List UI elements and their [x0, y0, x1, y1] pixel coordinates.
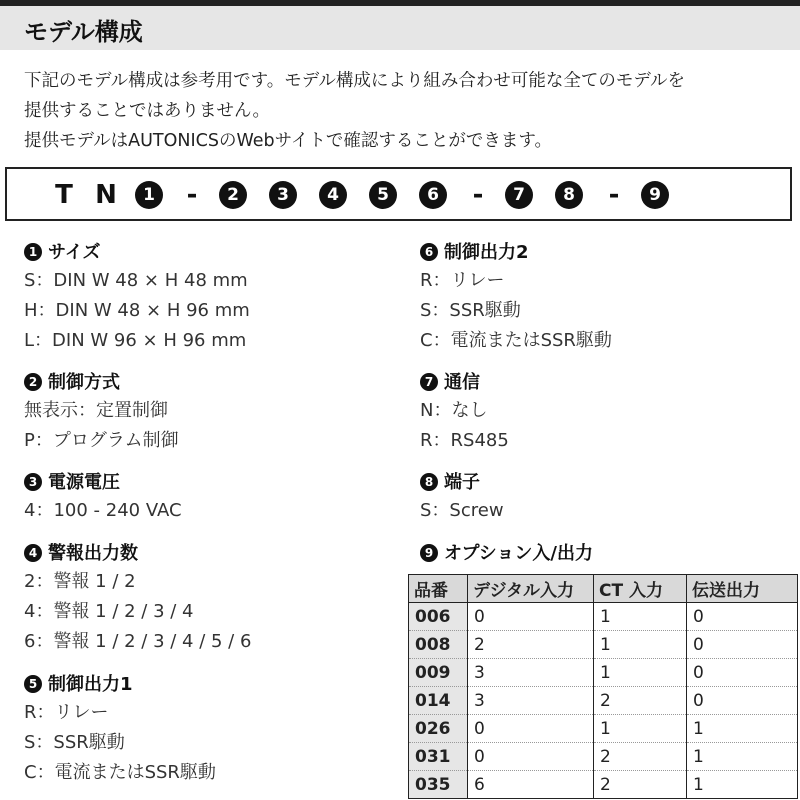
section-title-text: 警報出力数	[48, 543, 138, 564]
part-number-cell: 014	[409, 687, 468, 715]
section-title-text: サイズ	[48, 242, 101, 263]
table-row	[409, 603, 798, 631]
table-cell: 0	[687, 659, 798, 687]
section-title	[24, 541, 251, 567]
option-item: C：電流またはSSR駆動	[420, 330, 612, 351]
section-title-text: 電源電圧	[48, 472, 120, 493]
section-control-output-1	[24, 672, 216, 788]
table-cell: 2	[468, 631, 594, 659]
intro-line-2: 提供することではありません。	[24, 101, 271, 121]
option-item: 無表示：定置制御	[24, 400, 168, 421]
section-title-text: 通信	[444, 372, 480, 393]
table-cell: 0	[687, 631, 798, 659]
table-cell: 0	[687, 687, 798, 715]
section-title	[420, 240, 612, 266]
section-control-method	[24, 370, 179, 456]
page-title: モデル構成	[24, 18, 143, 46]
section-title-text: 制御出力2	[444, 242, 529, 263]
section-title	[420, 470, 504, 496]
code-hyphen: -	[186, 180, 198, 210]
table-cell: 0	[468, 743, 594, 771]
code-slot-7: 7	[505, 181, 533, 209]
number-badge-icon: 1	[24, 243, 42, 261]
intro-text	[24, 66, 794, 156]
section-title	[24, 672, 216, 698]
table-row	[409, 687, 798, 715]
option-item: 6：警報 1 / 2 / 3 / 4 / 5 / 6	[24, 631, 252, 652]
table-cell: 1	[687, 771, 798, 799]
section-size	[24, 240, 250, 356]
number-badge-icon: 5	[24, 675, 42, 693]
table-cell: 0	[468, 715, 594, 743]
option-item: 4：警報 1 / 2 / 3 / 4	[24, 601, 194, 622]
section-control-output-2	[420, 240, 612, 356]
code-slot-1: 1	[135, 181, 163, 209]
number-badge-icon: 3	[24, 473, 42, 491]
column-header: 品番	[409, 575, 468, 603]
part-number-cell: 008	[409, 631, 468, 659]
number-badge-icon: 6	[420, 243, 438, 261]
option-item: S：SSR駆動	[420, 300, 521, 321]
table-row	[409, 659, 798, 687]
model-prefix-t: T	[55, 180, 73, 210]
table-cell: 1	[594, 631, 687, 659]
option-item: R：リレー	[24, 702, 109, 723]
table-cell: 2	[594, 687, 687, 715]
option-item: 4：100 - 240 VAC	[24, 500, 182, 521]
section-alarm-outputs	[24, 541, 251, 657]
part-number-cell: 026	[409, 715, 468, 743]
section-title	[24, 370, 179, 396]
table-cell: 1	[687, 743, 798, 771]
number-badge-icon: 9	[420, 544, 438, 562]
intro-line-1: 下記のモデル構成は参考用です。モデル構成により組み合わせ可能な全てのモデルを	[24, 71, 685, 91]
section-header	[0, 6, 800, 50]
option-item: N：なし	[420, 400, 488, 421]
part-number-cell: 006	[409, 603, 468, 631]
code-slot-5: 5	[369, 181, 397, 209]
section-option-io	[420, 541, 593, 567]
section-title-text: 制御方式	[48, 372, 120, 393]
part-number-cell: 009	[409, 659, 468, 687]
option-item: C：電流またはSSR駆動	[24, 762, 216, 783]
table-row	[409, 715, 798, 743]
section-title-text: オプション入/出力	[444, 543, 593, 564]
table-cell: 0	[687, 603, 798, 631]
code-slot-8: 8	[555, 181, 583, 209]
number-badge-icon: 7	[420, 373, 438, 391]
table-cell: 3	[468, 659, 594, 687]
number-badge-icon: 4	[24, 544, 42, 562]
section-title	[420, 541, 593, 567]
option-item: S：DIN W 48 × H 48 mm	[24, 270, 248, 291]
table-cell: 1	[594, 715, 687, 743]
number-badge-icon: 8	[420, 473, 438, 491]
table-row	[409, 743, 798, 771]
code-slot-2: 2	[219, 181, 247, 209]
option-item: S：SSR駆動	[24, 732, 125, 753]
code-hyphen: -	[608, 180, 620, 210]
code-hyphen: -	[472, 180, 484, 210]
code-slot-3: 3	[269, 181, 297, 209]
code-slot-6: 6	[419, 181, 447, 209]
section-communication	[420, 370, 509, 456]
option-item: 2：警報 1 / 2	[24, 571, 136, 592]
code-slot-9: 9	[641, 181, 669, 209]
column-header: デジタル入力	[468, 575, 594, 603]
code-slot-4: 4	[319, 181, 347, 209]
table-cell: 2	[594, 771, 687, 799]
table-cell: 2	[594, 743, 687, 771]
column-header: 伝送出力	[687, 575, 798, 603]
option-item: P：プログラム制御	[24, 430, 179, 451]
section-title-text: 制御出力1	[48, 674, 133, 695]
option-io-table	[408, 574, 798, 799]
option-item: L：DIN W 96 × H 96 mm	[24, 330, 247, 351]
option-item: R：RS485	[420, 430, 509, 451]
model-code-box	[5, 167, 792, 221]
option-item: S：Screw	[420, 500, 504, 521]
model-prefix-n: N	[95, 180, 117, 210]
table-cell: 1	[687, 715, 798, 743]
intro-line-3: 提供モデルはAUTONICSのWebサイトで確認することができます。	[24, 131, 552, 151]
part-number-cell: 035	[409, 771, 468, 799]
table-cell: 1	[594, 603, 687, 631]
section-title	[24, 470, 182, 496]
table-row	[409, 771, 798, 799]
part-number-cell: 031	[409, 743, 468, 771]
table-cell: 0	[468, 603, 594, 631]
table-row	[409, 631, 798, 659]
table-header-row	[409, 575, 798, 603]
option-item: H：DIN W 48 × H 96 mm	[24, 300, 250, 321]
section-title	[24, 240, 250, 266]
option-item: R：リレー	[420, 270, 505, 291]
section-title-text: 端子	[444, 472, 480, 493]
section-terminal	[420, 470, 504, 526]
section-power-voltage	[24, 470, 182, 526]
table-cell: 6	[468, 771, 594, 799]
table-cell: 1	[594, 659, 687, 687]
number-badge-icon: 2	[24, 373, 42, 391]
section-title	[420, 370, 509, 396]
table-cell: 3	[468, 687, 594, 715]
column-header: CT 入力	[594, 575, 687, 603]
